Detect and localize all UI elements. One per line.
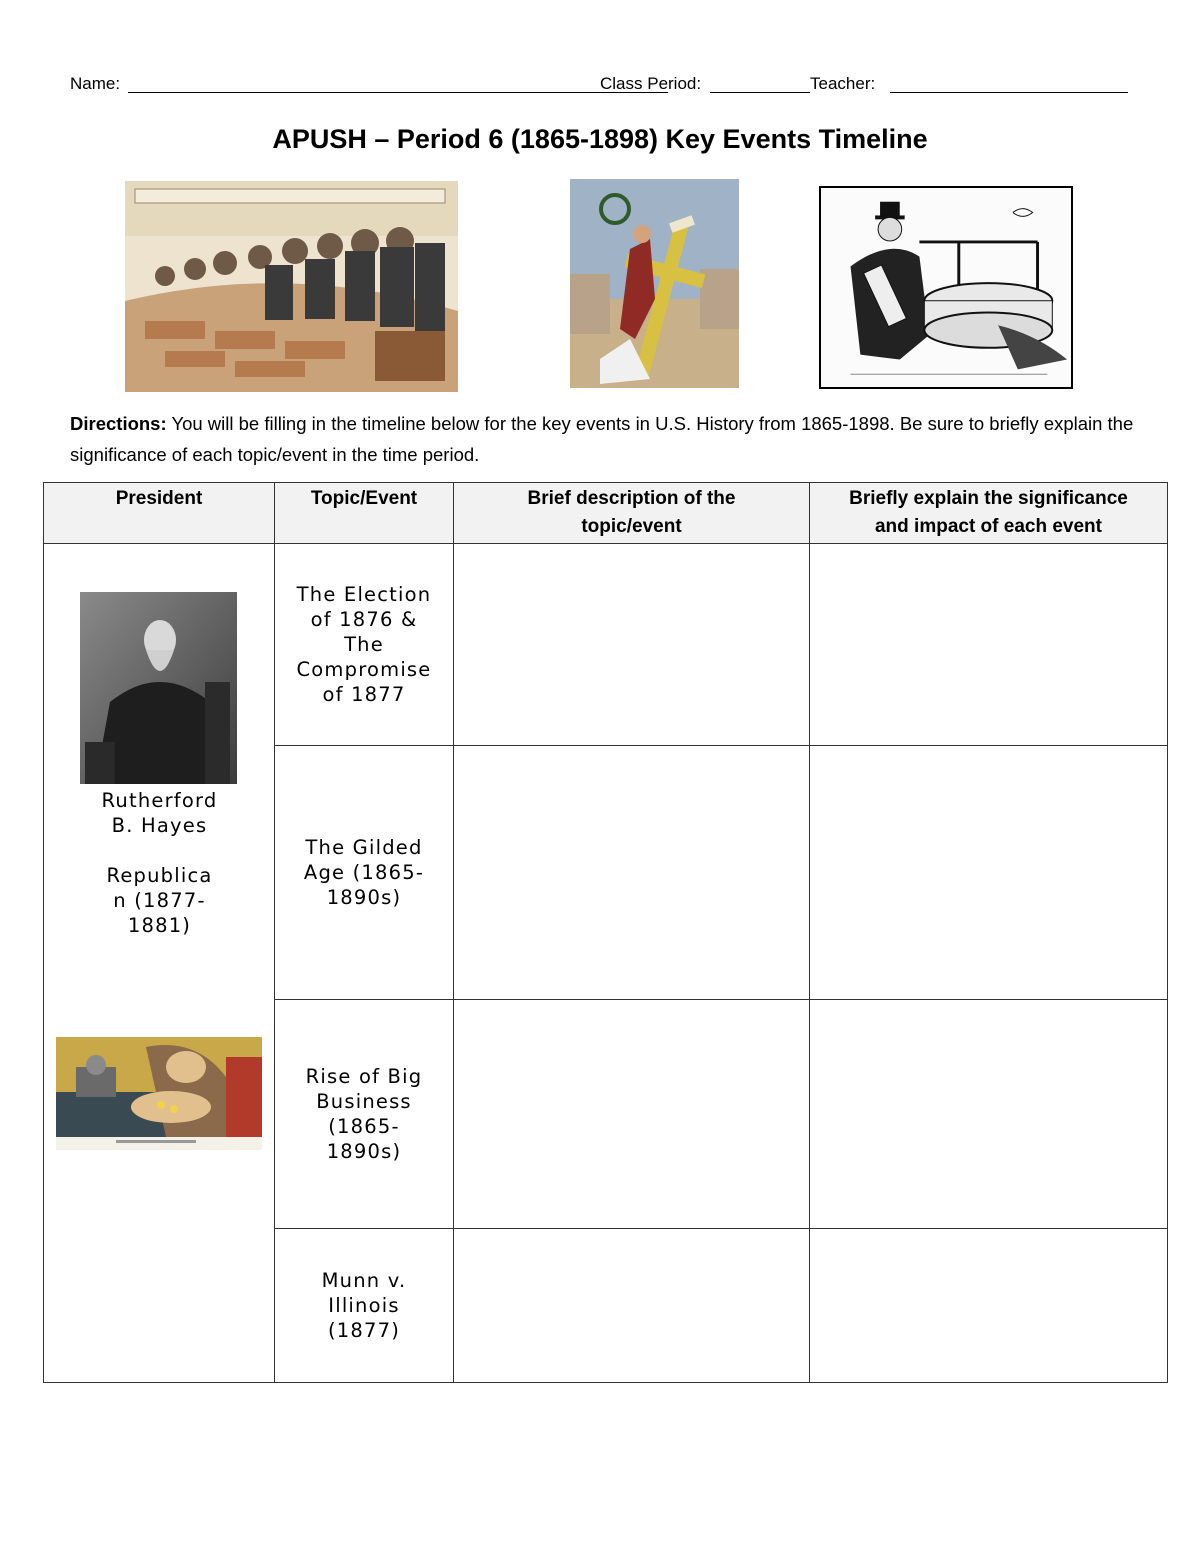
description-cell[interactable] bbox=[454, 544, 810, 746]
header-brief-description: Brief description of the topic/event bbox=[454, 483, 810, 544]
significance-cell[interactable] bbox=[810, 1000, 1168, 1229]
table-header-row bbox=[44, 483, 1168, 544]
president-name-line2: B. Hayes bbox=[111, 814, 208, 837]
president-party-line3: 1881) bbox=[127, 914, 192, 937]
president-cell bbox=[44, 544, 275, 1383]
president-name-line1: Rutherford bbox=[101, 789, 218, 812]
header-topic-event: Topic/Event bbox=[275, 483, 454, 544]
president-name-block bbox=[44, 788, 275, 938]
name-label: Name: bbox=[70, 74, 121, 93]
topic-label: Munn v. Illinois (1877) bbox=[321, 1269, 407, 1342]
topic-cell bbox=[275, 1000, 454, 1229]
directions-label: Directions: bbox=[70, 413, 167, 434]
directions-text: You will be filling in the timeline below for the key events in U.S. History from 1865-1898. Be sure to briefly explain the significance of each topic/event in the time period. bbox=[70, 413, 1134, 465]
topic-label: The Gilded Age (1865-1890s) bbox=[303, 836, 425, 909]
topic-cell bbox=[275, 1229, 454, 1383]
page-title: APUSH – Period 6 (1865-1898) Key Events Timeline bbox=[272, 124, 928, 154]
significance-cell[interactable] bbox=[810, 1229, 1168, 1383]
significance-cell[interactable] bbox=[810, 746, 1168, 1000]
class-period-label: Class Period: bbox=[600, 74, 702, 93]
president-party-line2: n (1877- bbox=[113, 889, 206, 912]
president-party-line1: Republica bbox=[106, 864, 213, 887]
name-blank[interactable] bbox=[128, 92, 668, 93]
description-cell[interactable] bbox=[454, 746, 810, 1000]
cross-of-gold-cartoon-image bbox=[570, 179, 739, 388]
table-row bbox=[44, 544, 1168, 746]
header-president: President bbox=[44, 483, 275, 544]
senate-bosses-cartoon-image bbox=[125, 181, 458, 392]
low-wages-high-rent-cartoon-image bbox=[819, 186, 1073, 389]
class-period-blank[interactable] bbox=[710, 92, 810, 93]
timeline-table bbox=[43, 482, 1168, 1383]
student-info-line bbox=[70, 74, 1130, 96]
teacher-blank[interactable] bbox=[890, 92, 1128, 93]
description-cell[interactable] bbox=[454, 1000, 810, 1229]
directions-paragraph bbox=[70, 408, 1140, 470]
big-business-cartoon-image bbox=[56, 1037, 262, 1150]
teacher-label: Teacher: bbox=[810, 74, 876, 93]
hayes-portrait-image bbox=[80, 592, 237, 784]
significance-cell[interactable] bbox=[810, 544, 1168, 746]
topic-cell bbox=[275, 746, 454, 1000]
topic-cell bbox=[275, 544, 454, 746]
topic-label: The Election of 1876 & The Compromise of 1877 bbox=[296, 583, 432, 706]
description-cell[interactable] bbox=[454, 1229, 810, 1383]
topic-label: Rise of Big Business (1865-1890s) bbox=[305, 1065, 423, 1163]
header-significance: Briefly explain the significance and impact of each event bbox=[810, 483, 1168, 544]
